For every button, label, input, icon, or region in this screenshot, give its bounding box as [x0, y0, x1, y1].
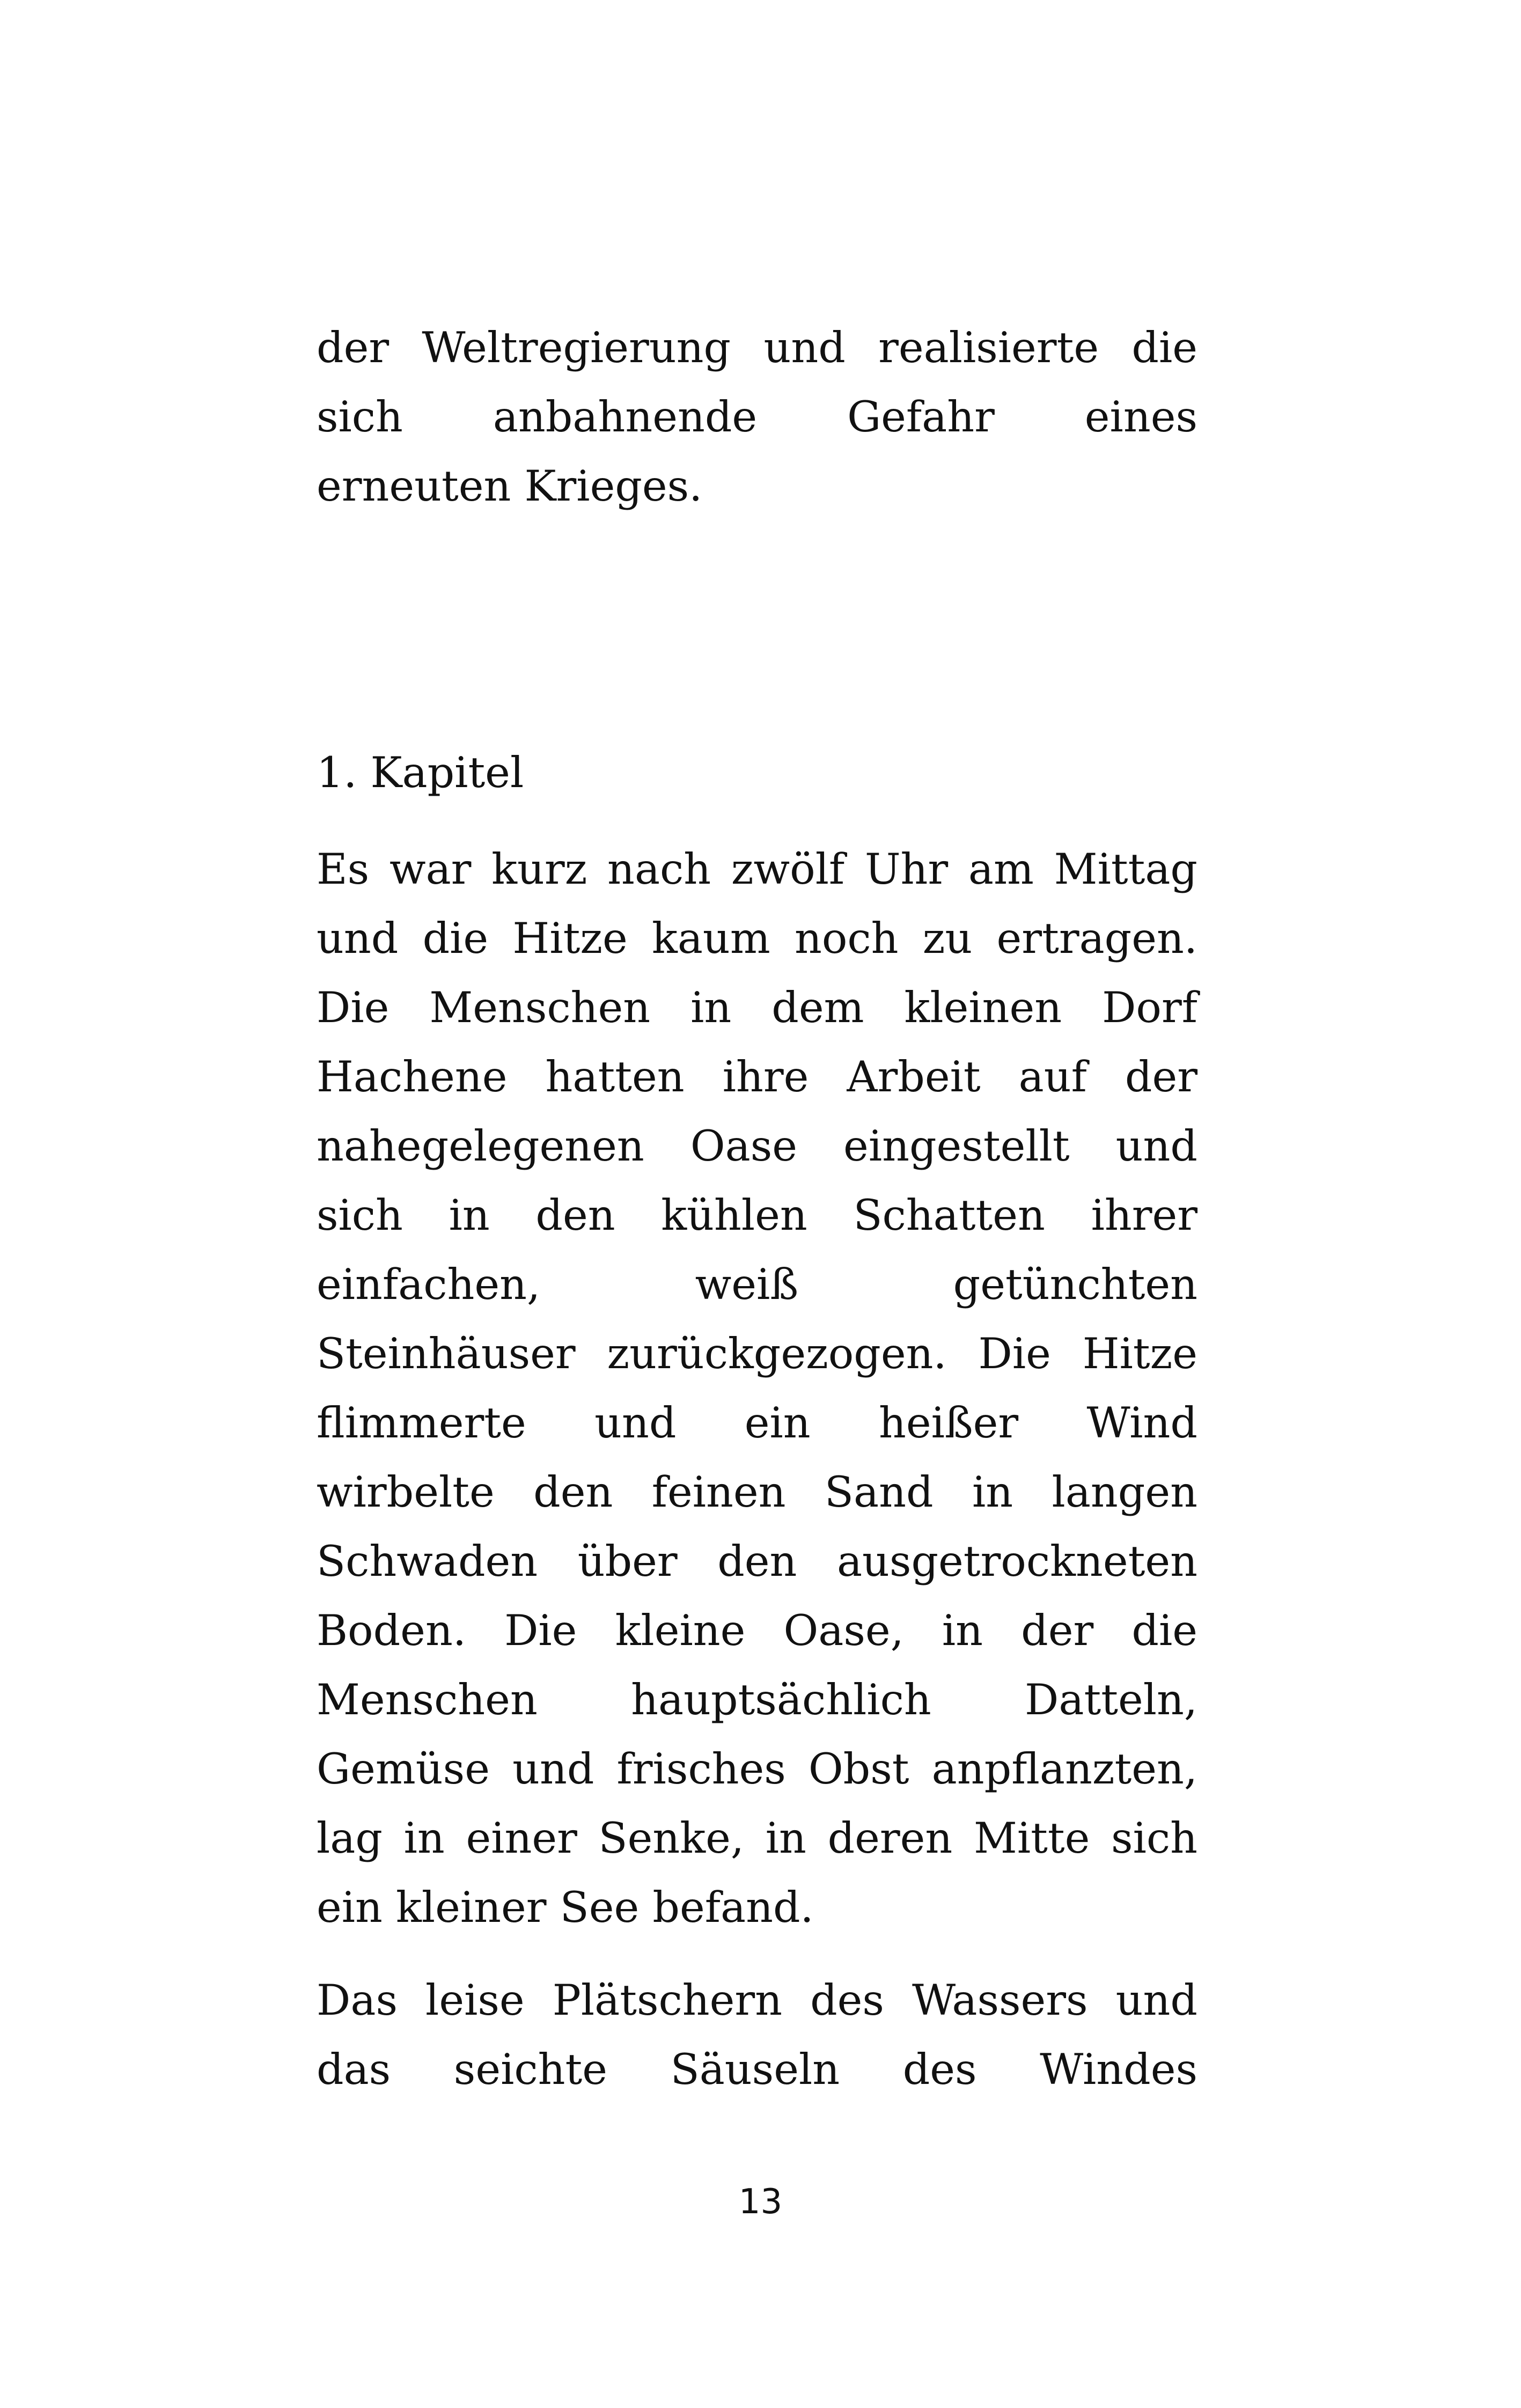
- text-line: nahegelegenen Oase eingestellt und: [317, 1121, 1197, 1171]
- text-line: wirbelte den feinen Sand in langen: [317, 1467, 1197, 1517]
- text-line: Menschen hauptsächlich Datteln,: [317, 1675, 1197, 1724]
- text-line: erneuten Krieges.: [317, 461, 703, 511]
- text-line: Hachene hatten ihre Arbeit auf der: [317, 1052, 1197, 1102]
- chapter-heading: 1. Kapitel: [317, 748, 524, 797]
- paragraph-1: [317, 835, 1197, 1942]
- intro-paragraph: [317, 313, 1197, 521]
- text-line: Das leise Plätschern des Wassers und: [317, 1976, 1197, 2025]
- text-line: ein kleiner See befand.: [317, 1883, 814, 1932]
- text-line: Boden. Die kleine Oase, in der die: [317, 1606, 1197, 1655]
- text-line: das seichte Säuseln des Windes: [317, 2045, 1197, 2094]
- text-line: und die Hitze kaum noch zu ertragen.: [317, 914, 1197, 963]
- text-line: der Weltregierung und realisierte die: [317, 323, 1197, 372]
- text-line: flimmerte und ein heißer Wind: [317, 1398, 1197, 1448]
- page-number: 13: [738, 2182, 783, 2222]
- text-line: Es war kurz nach zwölf Uhr am Mittag: [317, 845, 1197, 894]
- text-line: sich anbahnende Gefahr eines: [317, 392, 1197, 442]
- text-line: lag in einer Senke, in deren Mitte sich: [317, 1814, 1197, 1863]
- text-line: Gemüse und frisches Obst anpflanzten,: [317, 1744, 1197, 1794]
- text-line: einfachen, weiß getünchten: [317, 1260, 1197, 1309]
- text-line: Schwaden über den ausgetrockneten: [317, 1537, 1197, 1586]
- text-line: Steinhäuser zurückgezogen. Die Hitze: [317, 1329, 1197, 1378]
- text-line: sich in den kühlen Schatten ihrer: [317, 1191, 1197, 1240]
- paragraph-2: [317, 1966, 1197, 2104]
- text-line: Die Menschen in dem kleinen Dorf: [317, 983, 1197, 1032]
